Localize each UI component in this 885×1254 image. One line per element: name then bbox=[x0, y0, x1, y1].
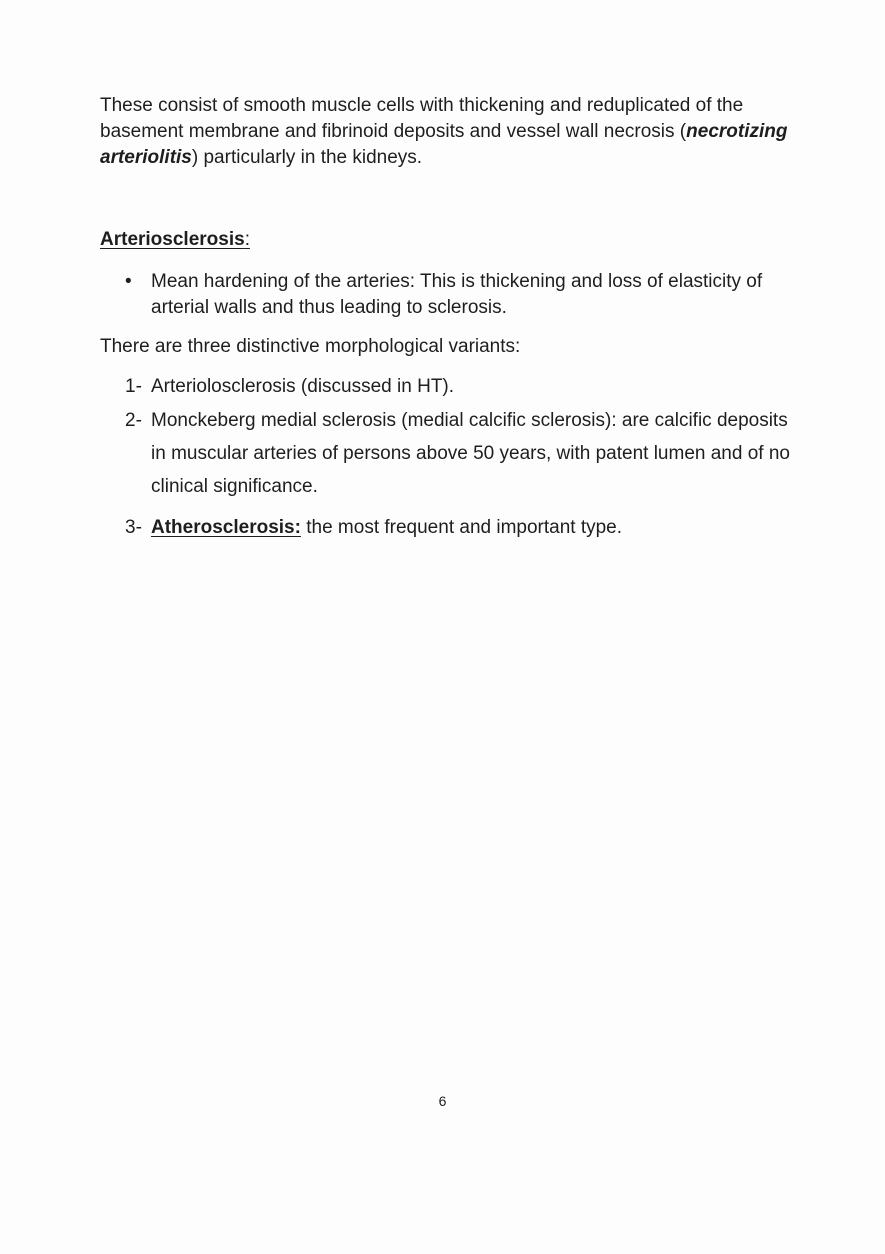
variants-intro: There are three distinctive morphological variants: bbox=[100, 336, 521, 357]
variant-item bbox=[125, 515, 805, 541]
variant-text: Monckeberg medial sclerosis (medial calcific sclerosis): are calcific deposits in muscular arteries of persons above 50 years, with patent lumen and of no clinical significance. bbox=[151, 410, 790, 497]
page-number: 6 bbox=[438, 1093, 447, 1109]
section-heading-colon: : bbox=[244, 229, 250, 250]
definition-text: Mean hardening of the arteries: This is thickening and loss of elasticity of arterial walls and thus leading to sclerosis. bbox=[151, 271, 763, 318]
variant-term: Atherosclerosis: bbox=[151, 517, 301, 538]
bullet-icon: • bbox=[125, 271, 132, 292]
intro-text-after: ) particularly in the kidneys. bbox=[191, 147, 423, 168]
intro-text-before: These consist of smooth muscle cells with thickening and reduplicated of the basement membrane and fibrinoid deposits and vessel wall necrosis ( bbox=[100, 95, 744, 142]
variants-list bbox=[125, 374, 805, 541]
variant-text: Arteriolosclerosis (discussed in HT). bbox=[151, 376, 455, 397]
section-heading bbox=[100, 229, 250, 251]
section-heading-text: Arteriosclerosis bbox=[100, 229, 245, 250]
definition-list bbox=[125, 269, 805, 321]
intro-paragraph bbox=[100, 93, 800, 171]
variant-number: 3- bbox=[125, 517, 142, 538]
variant-number: 2- bbox=[125, 410, 142, 431]
variant-number: 1- bbox=[125, 376, 142, 397]
intro-emphasis: necrotizing arteriolitis bbox=[100, 121, 788, 168]
variant-item bbox=[125, 374, 805, 408]
definition-item bbox=[125, 269, 805, 321]
variant-item bbox=[125, 404, 805, 515]
variant-text: the most frequent and important type. bbox=[300, 517, 623, 538]
